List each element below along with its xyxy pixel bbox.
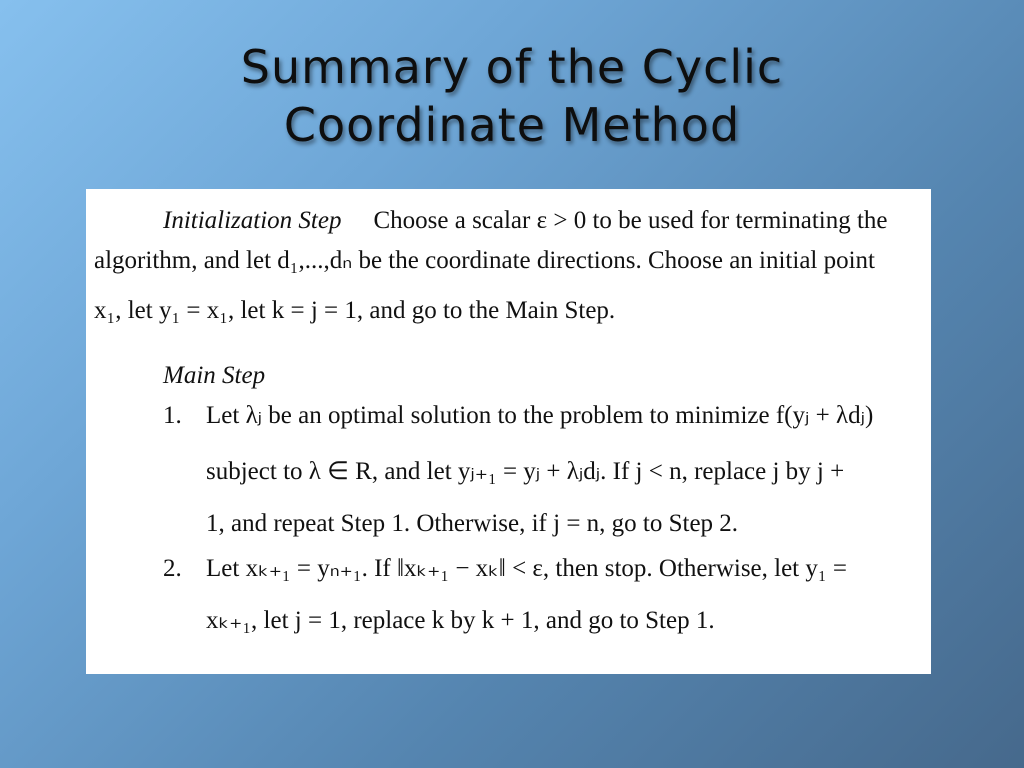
step-2-line-1: Let xₖ₊₁ = yₙ₊₁. If ‖xₖ₊₁ − xₖ‖ < ε, then stop. Otherwise, let y₁ = — [206, 555, 847, 582]
step-1-number: 1. — [163, 402, 182, 429]
step-1-line-1: Let λⱼ be an optimal solution to the problem to minimize f(yⱼ + λdⱼ) — [206, 402, 874, 429]
slide-title-line-2: Coordinate Method — [283, 98, 741, 152]
init-text-2: algorithm, and let d₁,...,dₙ be the coordinate directions. Choose an initial point — [94, 247, 876, 274]
slide-title-line-1: Summary of the Cyclic — [240, 40, 784, 94]
slide-title — [0, 38, 1024, 154]
algorithm-text-box — [86, 189, 931, 674]
step-1-line-2: subject to λ ∈ R, and let yⱼ₊₁ = yⱼ + λⱼdⱼ. If j < n, replace j by j + — [206, 458, 845, 485]
step-2-line-2: xₖ₊₁, let j = 1, replace k by k + 1, and go to Step 1. — [206, 607, 715, 634]
main-heading: Main Step — [163, 362, 266, 389]
init-text-1: Choose a scalar ε > 0 to be used for terminating the — [373, 207, 888, 234]
init-line-1 — [163, 206, 888, 236]
init-heading: Initialization Step — [163, 207, 342, 234]
step-1-line-3: 1, and repeat Step 1. Otherwise, if j = n, go to Step 2. — [206, 510, 739, 537]
step-2-number: 2. — [163, 555, 182, 582]
init-text-3: x₁, let y₁ = x₁, let k = j = 1, and go to the Main Step. — [94, 297, 616, 324]
